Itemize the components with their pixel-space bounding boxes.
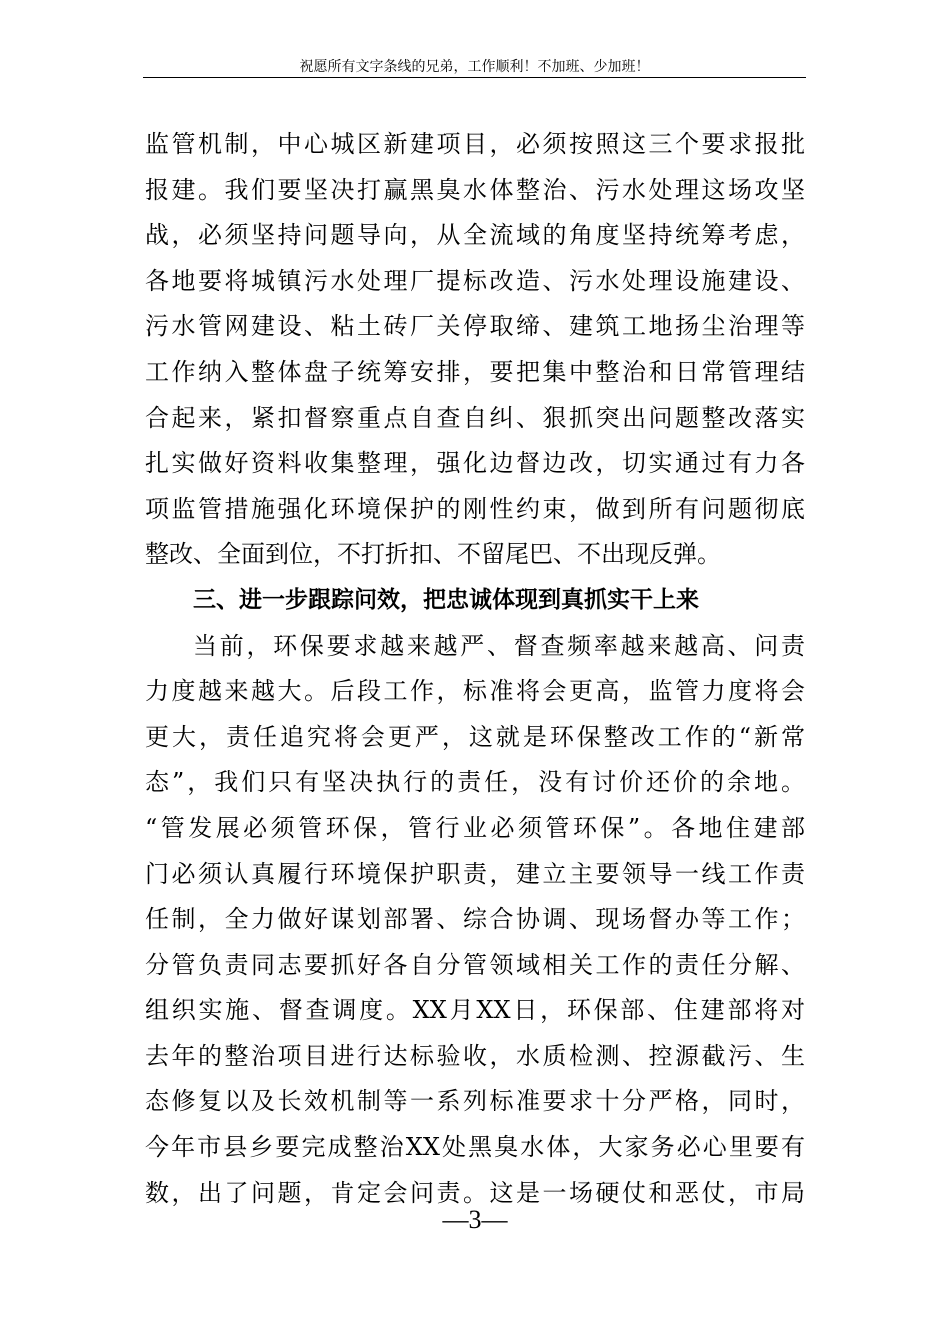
body-line: 力度越来越大。后段工作，标准将会更高，监管力度将会 <box>145 677 805 706</box>
body-line: 去年的整治项目进行达标验收，水质检测、控源截污、生 <box>145 1041 805 1070</box>
body-line: 数，出了问题，肯定会问责。这是一场硬仗和恶仗，市局 <box>145 1178 805 1207</box>
body-line: 今年市县乡要完成整治XX处黑臭水体，大家务必心里要有 <box>145 1133 805 1162</box>
header-divider <box>143 77 806 78</box>
body-line: “管发展必须管环保，管行业必须管环保”。各地住建部 <box>145 813 805 842</box>
page-header: 祝愿所有文字条线的兄弟，工作顺利！不加班、少加班！ <box>299 59 650 75</box>
section-heading: 三、进一步跟踪问效，把忠诚体现到真抓实干上来 <box>193 586 699 613</box>
body-line: 各地要将城镇污水处理厂提标改造、污水处理设施建设、 <box>145 266 805 295</box>
page-number: —3— <box>442 1205 508 1234</box>
body-line: 态修复以及长效机制等一系列标准要求十分严格，同时， <box>145 1087 805 1116</box>
body-line: 分管负责同志要抓好各自分管领域相关工作的责任分解、 <box>145 950 805 979</box>
paragraph-start-line: 当前，环保要求越来越严、督查频率越来越高、问责 <box>193 631 805 660</box>
body-line: 工作纳入整体盘子统筹安排，要把集中整治和日常管理结 <box>145 357 805 386</box>
body-line: 组织实施、督查调度。XX月XX日，环保部、住建部将对 <box>145 996 805 1025</box>
paragraph-end-line: 整改、全面到位，不打折扣、不留尾巴、不出现反弹。 <box>145 540 721 569</box>
body-line: 合起来，紧扣督察重点自查自纠、狠抓突出问题整改落实 <box>145 403 805 432</box>
body-line: 战，必须坚持问题导向，从全流域的角度坚持统筹考虑， <box>145 221 805 250</box>
document-body <box>145 122 805 1216</box>
body-line: 污水管网建设、粘土砖厂关停取缔、建筑工地扬尘治理等 <box>145 312 805 341</box>
body-line: 门必须认真履行环境保护职责，建立主要领导一线工作责 <box>145 859 805 888</box>
body-line: 更大，责任追究将会更严，这就是环保整改工作的“新常 <box>145 722 805 751</box>
body-line: 监管机制，中心城区新建项目，必须按照这三个要求报批 <box>145 130 805 158</box>
body-line: 态”，我们只有坚决执行的责任，没有讨价还价的余地。 <box>145 768 805 797</box>
body-line: 报建。我们要坚决打赢黑臭水体整治、污水处理这场攻坚 <box>145 175 805 204</box>
body-line: 任制，全力做好谋划部署、综合协调、现场督办等工作； <box>145 905 805 934</box>
body-line: 扎实做好资料收集整理，强化边督边改，切实通过有力各 <box>145 449 805 478</box>
body-line: 项监管措施强化环境保护的刚性约束，做到所有问题彻底 <box>145 494 805 523</box>
